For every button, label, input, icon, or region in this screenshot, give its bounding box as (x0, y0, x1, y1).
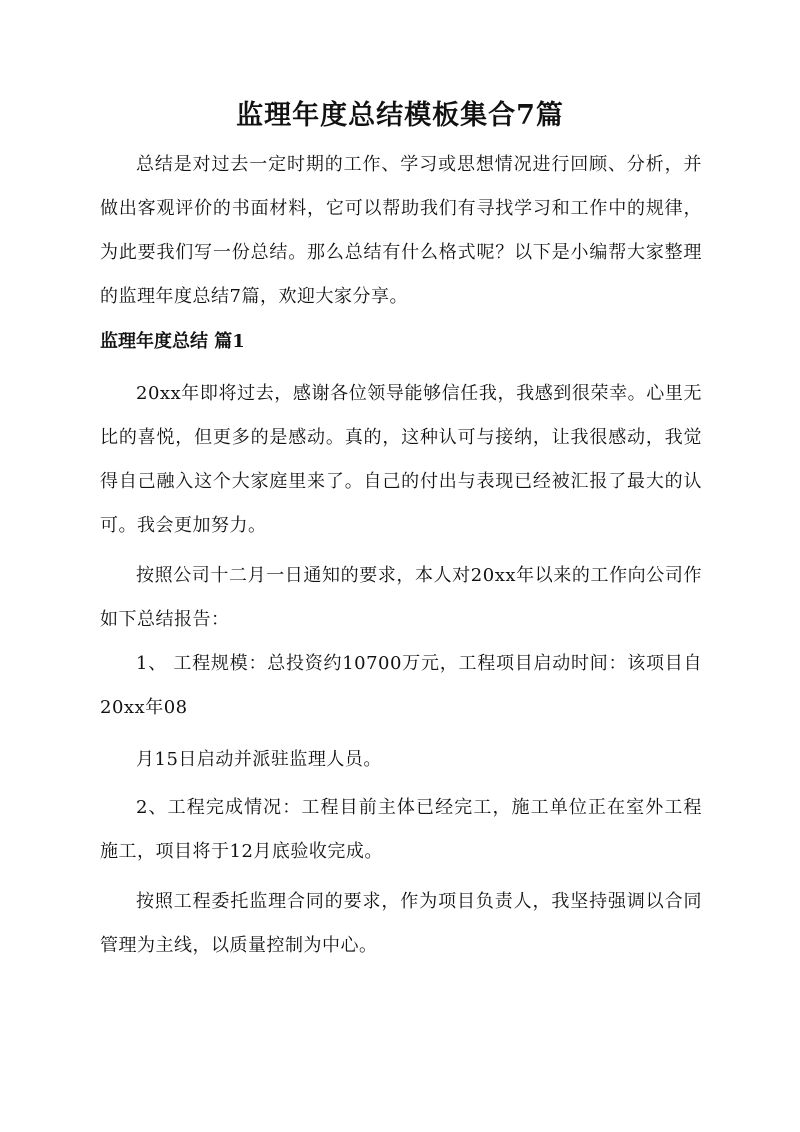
body-paragraph: 月15日启动并派驻监理人员。 (136, 749, 382, 770)
body-paragraph: 按照公司十二月一日通知的要求，本人对20xx年以来的工作向公司作如下总结报告： (100, 565, 702, 630)
section-heading: 监理年度总结 篇1 (100, 331, 245, 352)
body-paragraph: 20xx年即将过去，感谢各位领导能够信任我，我感到很荣幸。心里无比的喜悦，但更多的是感动。真的，这种认可与接纳，让我很感动，我觉得自己融入这个大家庭里来了。自己的付出与表现已经被汇报了最大的认可。我会更加努力。 (100, 383, 702, 536)
intro-paragraph: 总结是对过去一定时期的工作、学习或思想情况进行回顾、分析，并做出客观评价的书面材料，它可以帮助我们有寻找学习和工作中的规律，为此要我们写一份总结。那么总结有什么格式呢？以下是小编帮大家整理的监理年度总结7篇，欢迎大家分享。 (100, 154, 702, 307)
body-paragraph: 1、 工程规模：总投资约10700万元，工程项目启动时间：该项目自20xx年08 (100, 653, 702, 718)
body-paragraph: 2、工程完成情况：工程目前主体已经完工，施工单位正在室外工程施工，项目将于12月底验收完成。 (100, 797, 702, 862)
document-title: 监理年度总结模板集合7篇 (236, 100, 564, 131)
body-paragraph: 按照工程委托监理合同的要求，作为项目负责人，我坚持强调以合同管理为主线，以质量控制为中心。 (100, 891, 702, 956)
